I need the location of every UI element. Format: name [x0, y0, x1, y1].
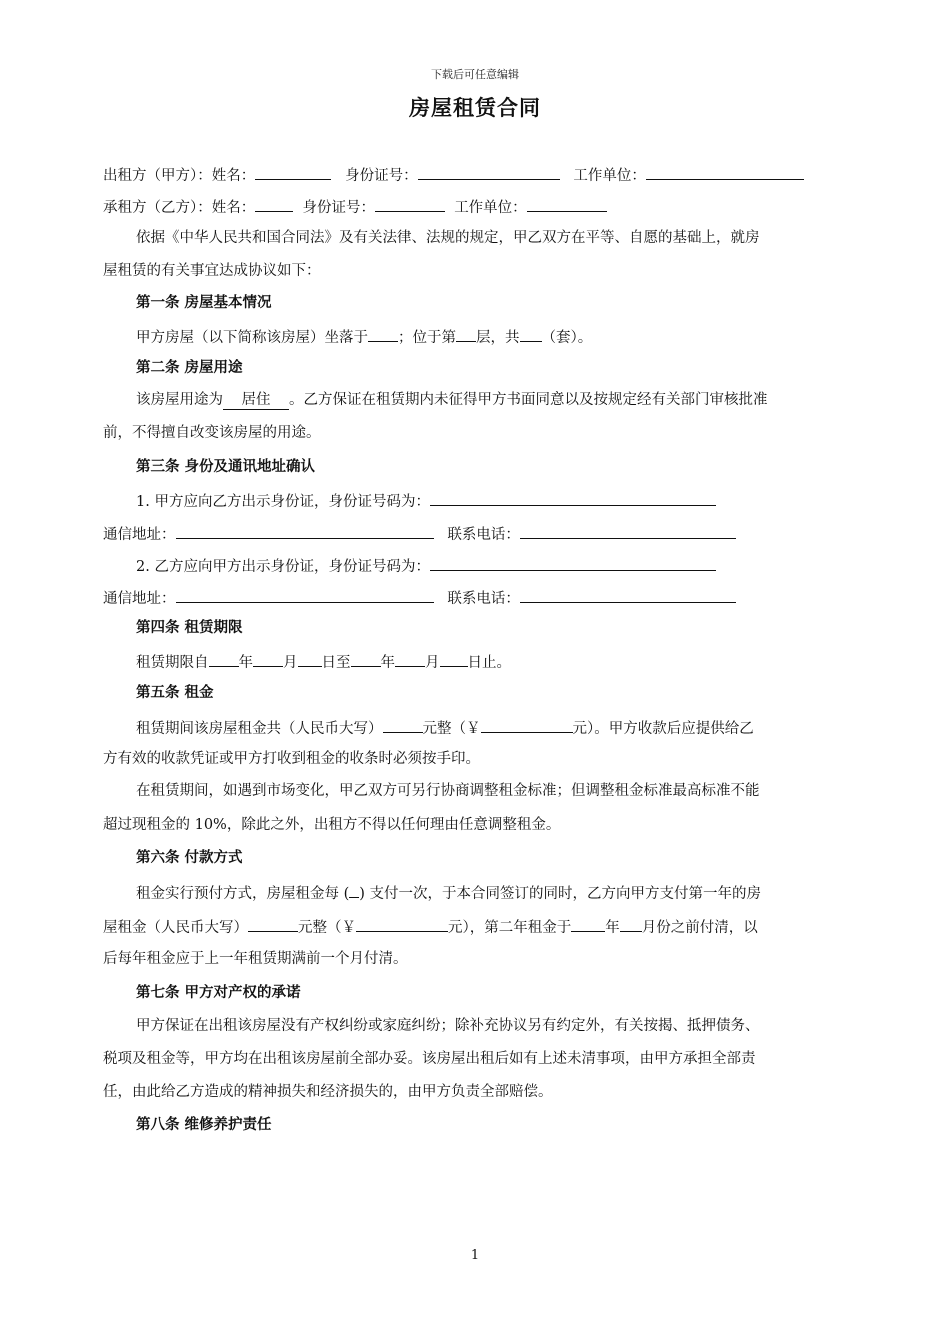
start-day-blank[interactable]: [298, 649, 322, 667]
end-month-blank[interactable]: [395, 649, 425, 667]
article-2-heading: 第二条 房屋用途: [136, 360, 243, 376]
article-2-line-2: 前，不得擅自改变该房屋的用途。: [103, 425, 321, 441]
header-note: 下载后可任意编辑: [431, 68, 519, 81]
article-5-line-3: 在租赁期间，如遇到市场变化，甲乙双方可另行协商调整租金标准；但调整租金标准最高标准不能: [136, 783, 760, 799]
second-year-year-blank[interactable]: [571, 914, 605, 932]
article-6-heading: 第六条 付款方式: [136, 850, 243, 866]
page-number: 1: [470, 1248, 480, 1263]
lessor-line: 出租方（甲方）：姓名： 身份证号： 工作单位：: [103, 162, 863, 184]
first-year-rent-amount-blank[interactable]: [356, 914, 448, 932]
lessee-work-blank[interactable]: [527, 194, 607, 212]
article-7-line-3: 任，由此给乙方造成的精神损失和经济损失的，由甲方负责全部赔偿。: [103, 1084, 553, 1100]
lessor-phone-blank[interactable]: [520, 521, 736, 539]
floor-blank[interactable]: [456, 324, 476, 342]
article-3-heading: 第三条 身份及通讯地址确认: [136, 459, 316, 475]
article-2-text: 该房屋用途为 居住 。乙方保证在租赁期内未征得甲方书面同意以及按规定经有关部门审核批准: [136, 392, 768, 408]
lessee-phone-blank[interactable]: [520, 585, 736, 603]
article-4-heading: 第四条 租赁期限: [136, 620, 243, 636]
article-3-item-2: 2. 乙方应向甲方出示身份证，身份证号码为：: [136, 553, 863, 575]
lessor-id-blank[interactable]: [418, 162, 560, 180]
article-1-text: 甲方房屋（以下简称该房屋）坐落于 ；位于第 层，共 （套）。: [136, 324, 863, 346]
article-5-heading: 第五条 租金: [136, 685, 214, 701]
lessor-id-number-blank[interactable]: [430, 488, 716, 506]
document-title: 房屋租赁合同: [409, 96, 541, 120]
end-year-blank[interactable]: [351, 649, 381, 667]
lessor-work-blank[interactable]: [646, 162, 804, 180]
lessee-id-blank[interactable]: [375, 194, 445, 212]
article-3-address-1: 通信地址： 联系电话：: [103, 521, 863, 543]
article-5-line-4: 超过现租金的 10%，除此之外，出租方不得以任何理由任意调整租金。: [103, 817, 561, 833]
lessee-id-number-blank[interactable]: [430, 553, 716, 571]
lessor-name-blank[interactable]: [255, 162, 331, 180]
start-year-blank[interactable]: [209, 649, 239, 667]
article-1-heading: 第一条 房屋基本情况: [136, 295, 272, 311]
lessee-name-blank[interactable]: [255, 194, 293, 212]
rent-amount-blank[interactable]: [481, 715, 573, 733]
article-7-line-1: 甲方保证在出租该房屋没有产权纠纷或家庭纠纷；除补充协议另有约定外，有关按揭、抵押债务、: [136, 1018, 760, 1034]
article-6-line-3: 后每年租金应于上一年租赁期满前一个月付清。: [103, 951, 408, 967]
lessee-line: 承租方（乙方）：姓名： 身份证号： 工作单位：: [103, 194, 863, 216]
second-year-month-blank[interactable]: [620, 914, 642, 932]
start-month-blank[interactable]: [253, 649, 283, 667]
article-6-line-1: 租金实行预付方式，房屋租金每 ( ) 支付一次，于本合同签订的同时，乙方向甲方支付第一年的房: [136, 880, 863, 902]
article-7-line-2: 税项及租金等，甲方均在出租该房屋前全部办妥。该房屋出租后如有上述未清事项，由甲方承担全部责: [103, 1051, 756, 1067]
article-5-line-2: 方有效的收款凭证或甲方打收到租金的收条时必须按手印。: [103, 751, 480, 767]
lessee-address-blank[interactable]: [176, 585, 434, 603]
first-year-rent-words-blank[interactable]: [248, 914, 298, 932]
article-4-text: 租赁期限自 年 月 日至 年 月 日止。: [136, 649, 863, 671]
rent-words-blank[interactable]: [383, 715, 423, 733]
article-8-heading: 第八条 维修养护责任: [136, 1117, 272, 1133]
payment-period-blank[interactable]: [349, 880, 359, 898]
article-3-item-1: 1. 甲方应向乙方出示身份证，身份证号码为：: [136, 488, 863, 510]
lessor-address-blank[interactable]: [176, 521, 434, 539]
usage-field[interactable]: 居住: [223, 392, 289, 410]
intro-line-2: 屋租赁的有关事宜达成协议如下：: [103, 263, 321, 279]
end-day-blank[interactable]: [440, 649, 468, 667]
article-3-address-2: 通信地址： 联系电话：: [103, 585, 863, 607]
intro-line-1: 依据《中华人民共和国合同法》及有关法律、法规的规定，甲乙双方在平等、自愿的基础上，就房: [136, 230, 760, 246]
location-blank[interactable]: [368, 324, 398, 342]
article-5-line-1: 租赁期间该房屋租金共（人民币大写） 元整（￥ 元）。甲方收款后应提供给乙: [136, 715, 863, 737]
article-6-line-2: 屋租金（人民币大写） 元整（￥ 元），第二年租金于 年 月份之前付清，以: [103, 914, 863, 936]
article-7-heading: 第七条 甲方对产权的承诺: [136, 985, 301, 1001]
units-blank[interactable]: [520, 324, 542, 342]
